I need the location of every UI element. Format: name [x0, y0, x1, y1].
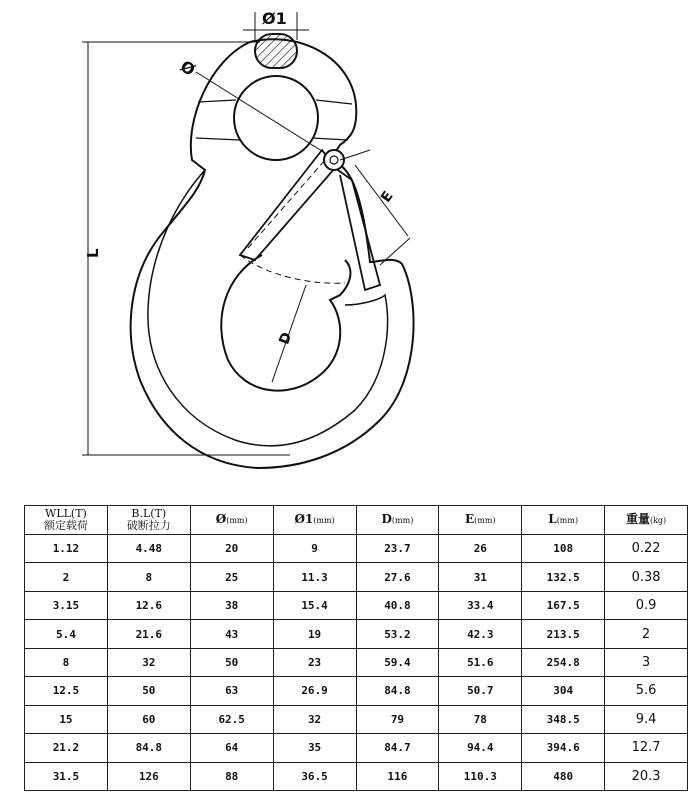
table-cell: 116	[356, 762, 439, 791]
table-row	[25, 705, 688, 733]
table-cell: 88	[190, 762, 273, 791]
table-cell: 31	[439, 563, 522, 591]
table-cell: 79	[356, 705, 439, 733]
table-cell: 32	[273, 705, 356, 733]
table-cell: 50	[190, 648, 273, 676]
table-cell: 50.7	[439, 677, 522, 705]
table-cell: 21.2	[25, 734, 108, 762]
hook-inner-contour	[148, 170, 388, 446]
table-cell: 4.48	[107, 535, 190, 563]
label-L: L	[84, 248, 102, 258]
table-row	[25, 591, 688, 619]
table-cell: 33.4	[439, 591, 522, 619]
table-cell: 8	[107, 563, 190, 591]
table-cell: 5.4	[25, 620, 108, 648]
header-weight: 重量(kg)	[605, 506, 688, 535]
dim-E-line	[355, 165, 408, 236]
table-cell: 11.3	[273, 563, 356, 591]
table-cell: 132.5	[522, 563, 605, 591]
table-cell: 12.6	[107, 591, 190, 619]
eye-bore	[234, 76, 318, 160]
table-cell: 3	[605, 648, 688, 676]
table-cell: 84.7	[356, 734, 439, 762]
table-cell: 213.5	[522, 620, 605, 648]
spec-table	[24, 505, 688, 791]
table-cell: 94.4	[439, 734, 522, 762]
table-cell: 8	[25, 648, 108, 676]
table-cell: 19	[273, 620, 356, 648]
label-E: E	[378, 188, 397, 206]
table-row	[25, 563, 688, 591]
dim-E-ext1	[340, 150, 370, 160]
table-row	[25, 734, 688, 762]
table-cell: 23.7	[356, 535, 439, 563]
table-row	[25, 620, 688, 648]
table-cell: 2	[605, 620, 688, 648]
table-cell: 9	[273, 535, 356, 563]
table-cell: 35	[273, 734, 356, 762]
table-cell: 0.9	[605, 591, 688, 619]
header-bl: B.L(T) 破断拉力	[107, 506, 190, 535]
table-cell: 20	[190, 535, 273, 563]
table-cell: 36.5	[273, 762, 356, 791]
header-e: E(mm)	[439, 506, 522, 535]
header-d: D(mm)	[356, 506, 439, 535]
table-cell: 26.9	[273, 677, 356, 705]
table-cell: 12.7	[605, 734, 688, 762]
table-cell: 32	[107, 648, 190, 676]
table-cell: 38	[190, 591, 273, 619]
spec-header-row	[25, 506, 688, 535]
header-phi: Ø(mm)	[190, 506, 273, 535]
table-cell: 167.5	[522, 591, 605, 619]
table-cell: 12.5	[25, 677, 108, 705]
table-cell: 0.22	[605, 535, 688, 563]
table-cell: 84.8	[107, 734, 190, 762]
table-cell: 2	[25, 563, 108, 591]
table-cell: 0.38	[605, 563, 688, 591]
header-wll: WLL(T) 额定载荷	[25, 506, 108, 535]
table-cell: 9.4	[605, 705, 688, 733]
label-phi: Ø	[177, 56, 199, 80]
table-cell: 480	[522, 762, 605, 791]
table-cell: 15	[25, 705, 108, 733]
label-D: D	[276, 330, 296, 347]
table-row	[25, 762, 688, 791]
table-cell: 51.6	[439, 648, 522, 676]
label-d1: Ø1	[262, 9, 287, 28]
pin-section	[255, 34, 297, 68]
table-cell: 15.4	[273, 591, 356, 619]
table-cell: 60	[107, 705, 190, 733]
table-cell: 50	[107, 677, 190, 705]
table-cell: 43	[190, 620, 273, 648]
table-cell: 304	[522, 677, 605, 705]
table-cell: 78	[439, 705, 522, 733]
table-cell: 27.6	[356, 563, 439, 591]
table-cell: 53.2	[356, 620, 439, 648]
hook-throat	[221, 255, 350, 391]
table-cell: 59.4	[356, 648, 439, 676]
table-cell: 63	[190, 677, 273, 705]
table-cell: 5.6	[605, 677, 688, 705]
dim-phi-line	[196, 72, 325, 153]
table-cell: 394.6	[522, 734, 605, 762]
table-cell: 62.5	[190, 705, 273, 733]
table-cell: 64	[190, 734, 273, 762]
eye-band	[196, 100, 352, 140]
table-cell: 126	[107, 762, 190, 791]
table-cell: 40.8	[356, 591, 439, 619]
table-cell: 25	[190, 563, 273, 591]
table-cell: 84.8	[356, 677, 439, 705]
table-cell: 31.5	[25, 762, 108, 791]
table-cell: 110.3	[439, 762, 522, 791]
table-cell: 23	[273, 648, 356, 676]
table-row	[25, 648, 688, 676]
table-cell: 348.5	[522, 705, 605, 733]
table-cell: 21.6	[107, 620, 190, 648]
table-cell: 3.15	[25, 591, 108, 619]
table-row	[25, 535, 688, 563]
header-phi1: Ø1(mm)	[273, 506, 356, 535]
latch-dash	[248, 160, 325, 248]
table-cell: 108	[522, 535, 605, 563]
header-l: L(mm)	[522, 506, 605, 535]
table-cell: 1.12	[25, 535, 108, 563]
table-cell: 20.3	[605, 762, 688, 791]
table-row	[25, 677, 688, 705]
table-cell: 254.8	[522, 648, 605, 676]
table-cell: 42.3	[439, 620, 522, 648]
table-cell: 26	[439, 535, 522, 563]
